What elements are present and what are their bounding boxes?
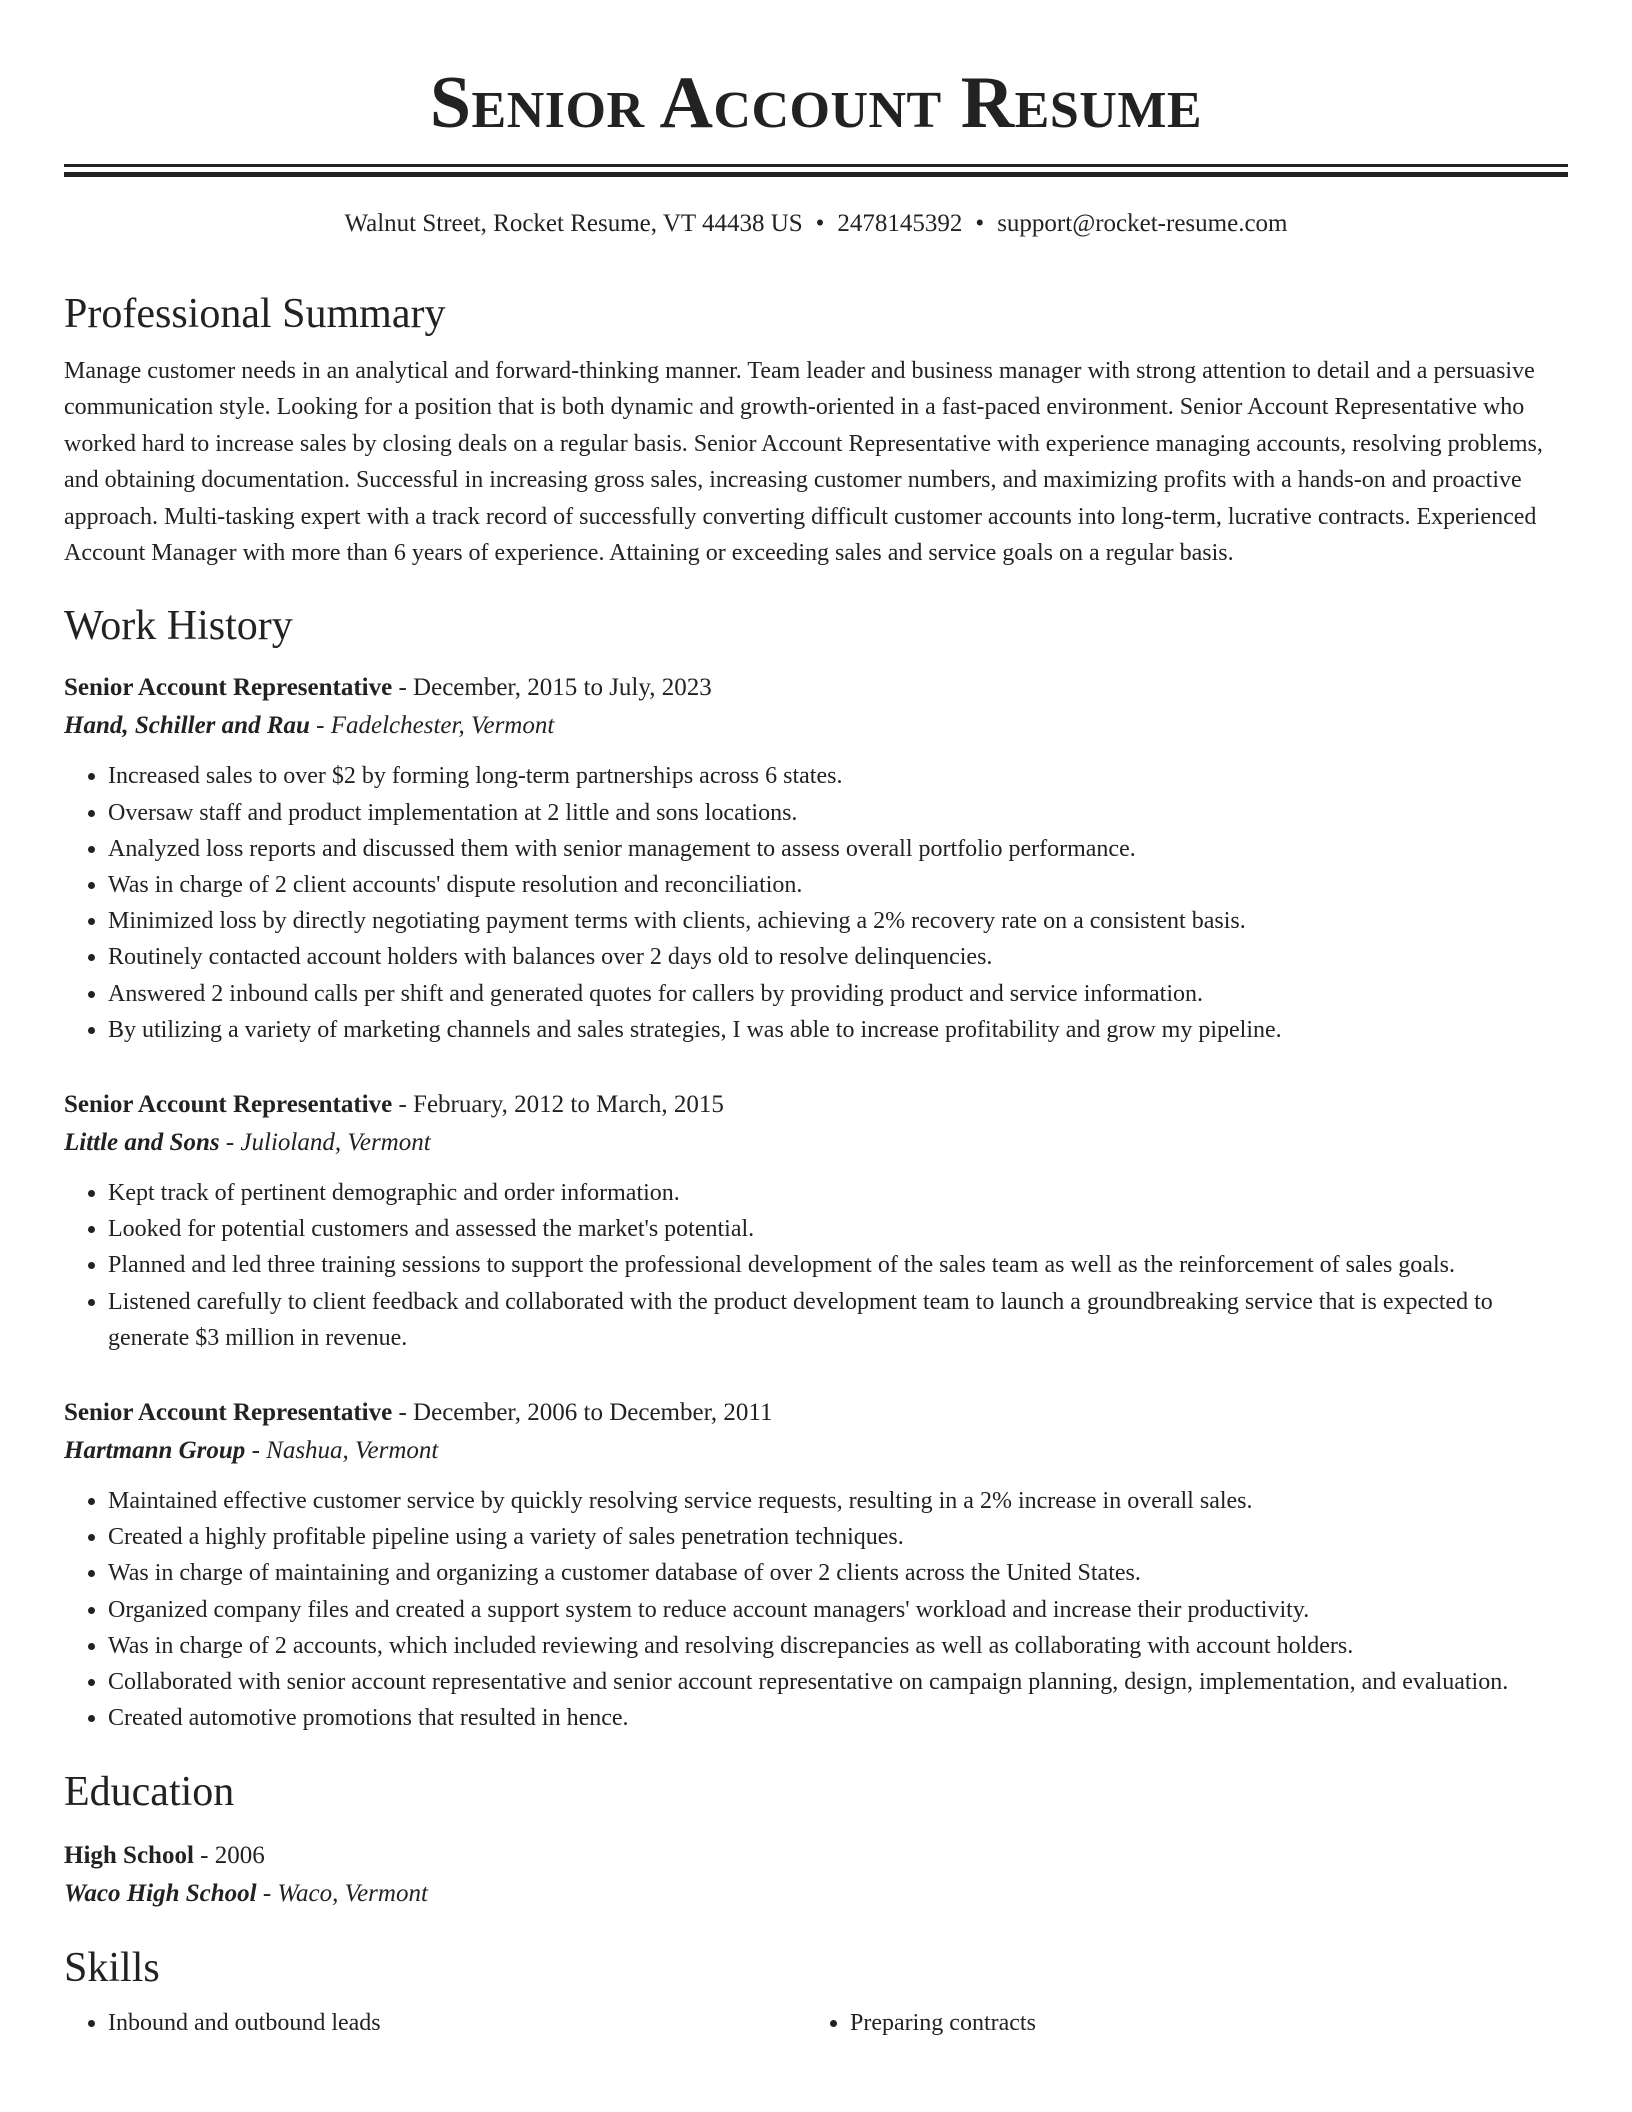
job-dates: February, 2012 to March, 2015 xyxy=(413,1091,724,1119)
job-title-line xyxy=(64,1394,1568,1432)
contact-email: support@rocket-resume.com xyxy=(997,210,1288,237)
employer-line xyxy=(64,707,1568,745)
dash-separator: - xyxy=(392,674,414,702)
employer-name: Hartmann Group xyxy=(64,1437,246,1465)
job-bullet: • Answered 2 inbound calls per shift and generated quotes for callers by providing product and service information. xyxy=(108,976,1568,1012)
dash-separator: - xyxy=(392,1399,414,1427)
job-bullet: • Listened carefully to client feedback and collaborated with the product development team to launch a groundbreaking service that is expected to generate $3 million in revenue. xyxy=(108,1284,1568,1356)
job-bullet: • Analyzed loss reports and discussed them with senior management to assess overall portfolio performance. xyxy=(108,831,1568,867)
job-dates: December, 2006 to December, 2011 xyxy=(413,1399,773,1427)
title-divider xyxy=(64,164,1568,177)
employer-line xyxy=(64,1124,1568,1162)
job-bullets xyxy=(64,1483,1568,1736)
divider-thick-line xyxy=(64,172,1568,177)
summary-text: Manage customer needs in an analytical and forward-thinking manner. Team leader and business manager with strong attention to detail and a persuasive communication style. Looking for a position that is both dynamic and growth-oriented in a fast-paced environment. Senior Account Representative who worked hard to increase sales by closing deals on a regular basis. Senior Account Representative with experience managing accounts, resolving problems, and obtaining documentation. Successful in increasing gross sales, increasing customer numbers, and maximizing profits with a hands-on and proactive approach. Multi-tasking expert with a track record of successfully converting difficult customer accounts into long-term, lucrative contracts. Experienced Account Manager with more than 6 years of experience. Attaining or exceeding sales and service goals on a regular basis. xyxy=(64,358,1543,567)
dash-separator: - xyxy=(256,1879,278,1907)
dash-separator: - xyxy=(309,712,331,740)
employer-location: Nashua, Vermont xyxy=(266,1437,439,1465)
dash-separator: - xyxy=(245,1437,267,1465)
dash-separator: - xyxy=(193,1841,215,1869)
job-bullet: • Minimized loss by directly negotiating payment terms with clients, achieving a 2% recovery rate on a consistent basis. xyxy=(108,903,1568,939)
school-name: Waco High School xyxy=(64,1879,257,1907)
job-bullet: • Was in charge of maintaining and organizing a customer database of over 2 clients across the United States. xyxy=(108,1555,1568,1591)
summary-heading: Professional Summary xyxy=(64,291,446,337)
job-bullet: • Kept track of pertinent demographic and order information. xyxy=(108,1175,1568,1211)
education-entry xyxy=(64,1837,1568,1913)
job-bullet: • Oversaw staff and product implementation at 2 little and sons locations. xyxy=(108,795,1568,831)
job-title: Senior Account Representative xyxy=(64,1399,393,1427)
contact-line xyxy=(64,207,1568,241)
job-bullets xyxy=(64,1175,1568,1356)
job-bullet: • Maintained effective customer service by quickly resolving service requests, resulting in a 2% increase in overall sales. xyxy=(108,1483,1568,1519)
contact-address: Walnut Street, Rocket Resume, VT 44438 US xyxy=(344,210,803,237)
dash-separator: - xyxy=(219,1129,241,1157)
school-location: Waco, Vermont xyxy=(277,1879,428,1907)
job-bullet: • By utilizing a variety of marketing channels and sales strategies, I was able to increase profitability and grow my pipeline. xyxy=(108,1012,1568,1048)
job-bullet: • Routinely contacted account holders with balances over 2 days old to resolve delinquencies. xyxy=(108,939,1568,975)
graduation-year: 2006 xyxy=(214,1841,265,1869)
skills-list xyxy=(64,2005,1568,2041)
employer-line xyxy=(64,1432,1568,1470)
job-bullets xyxy=(64,758,1568,1048)
dash-separator: - xyxy=(392,1091,414,1119)
degree-name: High School xyxy=(64,1841,194,1869)
contact-separator: • xyxy=(815,210,825,237)
job-title: Senior Account Representative xyxy=(64,1091,393,1119)
skill-item: • Inbound and outbound leads xyxy=(108,2005,850,2041)
job-bullet: • Collaborated with senior account representative and senior account representative on campaign planning, design, implementation, and evaluation. xyxy=(108,1664,1568,1700)
divider-thin-line xyxy=(64,164,1568,167)
job-bullet: • Looked for potential customers and assessed the market's potential. xyxy=(108,1211,1568,1247)
job-bullet: • Was in charge of 2 client accounts' dispute resolution and reconciliation. xyxy=(108,867,1568,903)
job-title-line xyxy=(64,1086,1568,1124)
job-bullet: • Created automotive promotions that resulted in hence. xyxy=(108,1700,1568,1736)
job-entry xyxy=(64,669,1568,1048)
contact-separator: • xyxy=(975,210,985,237)
resume-title: Senior Account Resume xyxy=(429,62,1203,144)
skill-item: • Preparing contracts xyxy=(850,2005,1568,2041)
employer-name: Little and Sons xyxy=(64,1129,220,1157)
job-bullet: • Was in charge of 2 accounts, which included reviewing and resolving discrepancies as well as collaborating with account holders. xyxy=(108,1628,1568,1664)
job-bullet: • Organized company files and created a support system to reduce account managers' workload and increase their productivity. xyxy=(108,1592,1568,1628)
employer-location: Julioland, Vermont xyxy=(240,1129,431,1157)
job-bullet: • Increased sales to over $2 by forming long-term partnerships across 6 states. xyxy=(108,758,1568,794)
contact-phone: 2478145392 xyxy=(837,210,963,237)
school-line xyxy=(64,1875,1568,1913)
skills-heading: Skills xyxy=(64,1944,160,1991)
job-title: Senior Account Representative xyxy=(64,674,393,702)
job-dates: December, 2015 to July, 2023 xyxy=(413,674,712,702)
job-bullet: • Created a highly profitable pipeline using a variety of sales penetration techniques. xyxy=(108,1519,1568,1555)
job-entry xyxy=(64,1086,1568,1356)
job-title-line xyxy=(64,669,1568,707)
work-history-heading: Work History xyxy=(64,603,293,650)
job-bullet: • Planned and led three training sessions to support the professional development of the sales team as well as the reinforcement of sales goals. xyxy=(108,1247,1568,1283)
employer-name: Hand, Schiller and Rau xyxy=(64,712,310,740)
education-heading: Education xyxy=(64,1768,235,1815)
employer-location: Fadelchester, Vermont xyxy=(330,712,555,740)
degree-line xyxy=(64,1837,1568,1875)
job-entry xyxy=(64,1394,1568,1736)
